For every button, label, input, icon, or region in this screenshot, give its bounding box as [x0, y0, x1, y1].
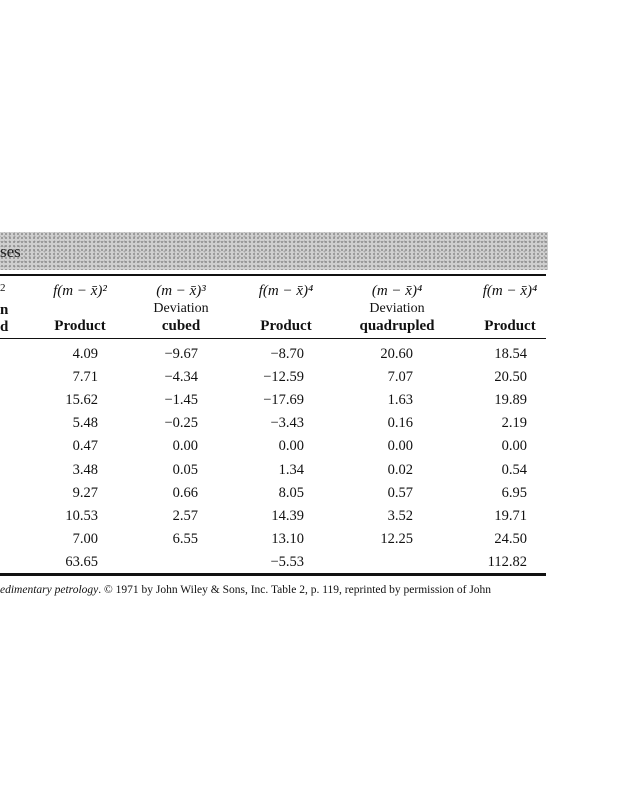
column-formula-3: f(m − x̄)⁴	[258, 283, 314, 299]
table-cell-r7-c2: 0.66	[172, 484, 198, 501]
table-cell-r9-c4: 12.25	[380, 530, 413, 547]
table-cell-r4-c4: 0.16	[387, 415, 413, 432]
table-cell-r3-c3: −17.69	[263, 392, 304, 409]
table-cell-r5-c1: 0.47	[72, 438, 98, 455]
table-cell-r9-c1: 7.00	[72, 530, 98, 547]
table-cell-r8-c1: 10.53	[65, 507, 98, 524]
table-cell-r4-c5: 2.19	[501, 415, 527, 432]
footnote-text: . © 1971 by John Wiley & Sons, Inc. Table 2, p. 119, reprinted by permission of John	[98, 584, 492, 596]
table-cell-r8-c2: 2.57	[172, 507, 198, 524]
table-cell-r8-c4: 3.52	[387, 507, 413, 524]
table-cell-r8-c3: 14.39	[271, 507, 304, 524]
column-label-2-4: quadrupled	[359, 318, 435, 334]
table-cell-r2-c5: 20.50	[494, 369, 527, 386]
column-label-2-2: cubed	[161, 318, 201, 334]
column-label-2-3: Product	[260, 318, 312, 334]
table-cell-r3-c5: 19.89	[494, 392, 527, 409]
table-cell-r1-c3: −8.70	[270, 346, 304, 362]
table-top-rule	[0, 274, 546, 276]
column-formula-1: f(m − x̄)²	[53, 283, 107, 299]
table-cell-r8-c5: 19.71	[494, 507, 527, 524]
column-label-1-4: Deviation	[369, 301, 425, 316]
table-cell-r1-c4: 20.60	[380, 346, 413, 362]
cut-header-line-3: d	[0, 319, 9, 335]
table-cell-r9-c2: 6.55	[172, 530, 198, 547]
column-formula-4: (m − x̄)⁴	[371, 283, 423, 299]
column-label-2-5: Product	[484, 318, 536, 334]
table-cell-r6-c3: 1.34	[278, 461, 304, 478]
table-cell-r2-c4: 7.07	[387, 369, 413, 386]
table-cell-r5-c5: 0.00	[501, 438, 527, 455]
table-total-c5: 112.82	[487, 553, 527, 570]
table-cell-r4-c3: −3.43	[270, 415, 304, 432]
table-cell-r1-c2: −9.67	[164, 346, 198, 362]
table-cell-r5-c4: 0.00	[387, 438, 413, 455]
table-cell-r2-c3: −12.59	[263, 369, 304, 386]
table-bottom-rule	[0, 573, 546, 576]
table-cell-r1-c5: 18.54	[494, 346, 527, 362]
title-band-background	[0, 232, 548, 270]
table-title-fragment: ses	[0, 242, 21, 261]
table-cell-r7-c4: 0.57	[387, 484, 413, 501]
table-cell-r2-c2: −4.34	[164, 369, 198, 386]
table-cell-r7-c3: 8.05	[278, 484, 304, 501]
table-cell-r6-c1: 3.48	[72, 461, 98, 478]
table-cell-r6-c2: 0.05	[172, 461, 198, 478]
table-cell-r5-c3: 0.00	[278, 438, 304, 455]
table-cell-r9-c3: 13.10	[271, 530, 304, 547]
table-cell-r7-c1: 9.27	[72, 484, 98, 501]
footnote-italic: edimentary petrology	[0, 584, 99, 596]
cut-header-line-1: 2	[0, 282, 6, 294]
table-cell-r4-c1: 5.48	[72, 415, 98, 432]
table-cell-r3-c2: −1.45	[164, 392, 198, 409]
table-cell-r6-c4: 0.02	[387, 461, 413, 478]
cut-header-line-2: n	[0, 302, 9, 318]
column-label-2-1: Product	[54, 318, 106, 334]
table-cell-r4-c2: −0.25	[164, 415, 198, 432]
table-cell-r1-c1: 4.09	[72, 346, 98, 362]
table-cell-r3-c1: 15.62	[65, 392, 98, 409]
table-cell-r9-c5: 24.50	[494, 530, 527, 547]
column-formula-5: f(m − x̄)⁴	[482, 283, 538, 299]
table-cell-r2-c1: 7.71	[72, 369, 98, 386]
table-cell-r3-c4: 1.63	[387, 392, 413, 409]
column-formula-2: (m − x̄)³	[156, 283, 206, 299]
table-footnote	[0, 584, 491, 596]
table-header-rule	[0, 338, 546, 339]
table-total-c1: 63.65	[65, 553, 98, 570]
table-cell-r5-c2: 0.00	[172, 438, 198, 455]
table-total-c3: −5.53	[270, 553, 304, 570]
table-cell-r7-c5: 6.95	[501, 484, 527, 501]
column-label-1-2: Deviation	[153, 301, 209, 316]
table-cell-r6-c5: 0.54	[501, 461, 527, 478]
